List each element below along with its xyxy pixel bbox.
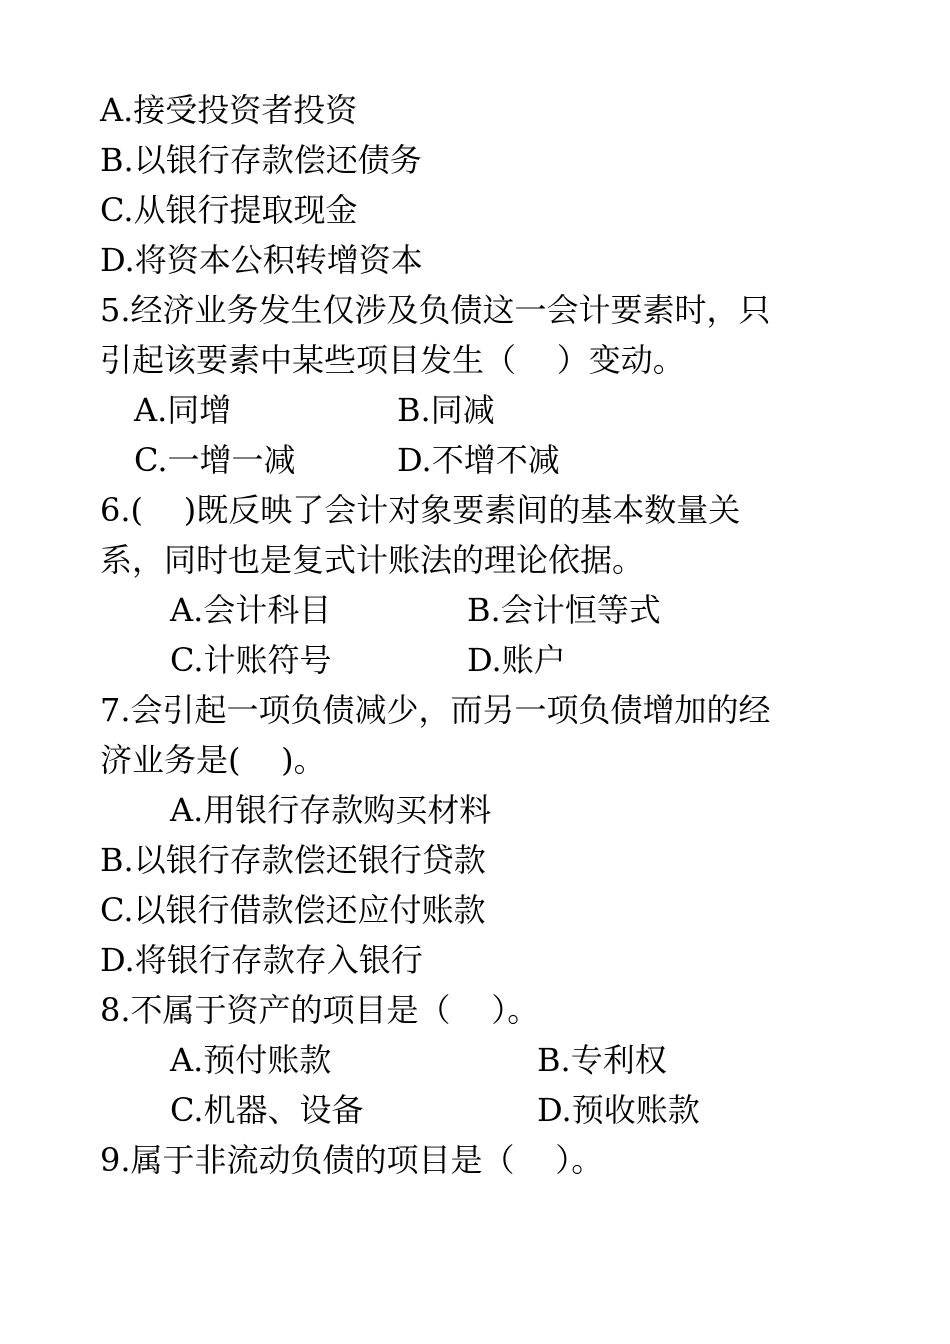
q8-option-b: B.专利权 bbox=[537, 1041, 667, 1079]
q7-option-a: A.用银行存款购买材料 bbox=[170, 791, 492, 829]
q5-option-b: B.同减 bbox=[397, 391, 495, 429]
q7-option-d: D.将银行存款存入银行 bbox=[100, 941, 423, 979]
q8-option-c: C.机器、设备 bbox=[170, 1091, 364, 1129]
q4-option-d: D.将资本公积转增资本 bbox=[100, 241, 423, 279]
q4-option-c: C.从银行提取现金 bbox=[100, 191, 358, 229]
q6-stem-line2: 系，同时也是复式计账法的理论依据。 bbox=[100, 541, 645, 579]
q7-option-c: C.以银行借款偿还应付账款 bbox=[100, 891, 486, 929]
q5-option-a: A.同增 bbox=[134, 391, 232, 429]
q6-option-a: A.会计科目 bbox=[170, 591, 332, 629]
q7-option-b: B.以银行存款偿还银行贷款 bbox=[100, 841, 486, 879]
q8-stem: 8.不属于资产的项目是（ ）。 bbox=[100, 991, 540, 1029]
q5-stem-line2: 引起该要素中某些项目发生（ ）变动。 bbox=[100, 341, 685, 379]
q5-option-d: D.不增不减 bbox=[397, 441, 560, 479]
q6-option-b: B.会计恒等式 bbox=[467, 591, 661, 629]
q7-stem-line1: 7.会引起一项负债减少，而另一项负债增加的经 bbox=[100, 691, 771, 729]
q6-option-d: D.账户 bbox=[467, 641, 566, 679]
q5-stem-line1: 5.经济业务发生仅涉及负债这一会计要素时，只 bbox=[100, 291, 771, 329]
q8-option-d: D.预收账款 bbox=[537, 1091, 700, 1129]
q9-stem: 9.属于非流动负债的项目是（ ）。 bbox=[100, 1141, 604, 1179]
q6-option-c: C.计账符号 bbox=[170, 641, 332, 679]
q8-option-a: A.预付账款 bbox=[170, 1041, 332, 1079]
q7-stem-line2: 济业务是( )。 bbox=[100, 741, 326, 779]
q4-option-b: B.以银行存款偿还债务 bbox=[100, 141, 422, 179]
q4-option-a: A.接受投资者投资 bbox=[100, 91, 358, 129]
q6-stem-line1: 6.( )既反映了会计对象要素间的基本数量关 bbox=[100, 491, 741, 529]
q5-option-c: C.一增一减 bbox=[134, 441, 296, 479]
